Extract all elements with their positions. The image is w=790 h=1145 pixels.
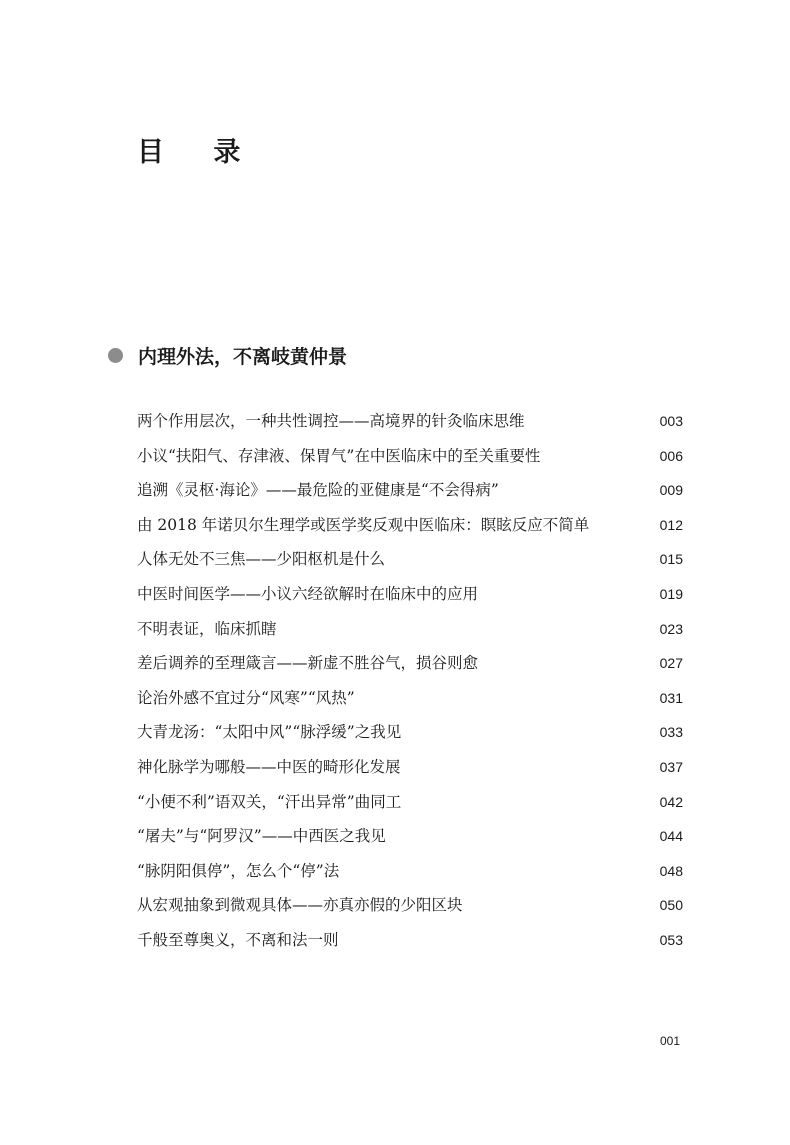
toc-entry-title: 人体无处不三焦——少阳枢机是什么 — [137, 550, 386, 569]
toc-entry[interactable] — [137, 612, 683, 647]
bullet-circle-icon — [108, 348, 123, 363]
toc-entry[interactable] — [137, 888, 683, 923]
toc-list — [137, 404, 683, 958]
toc-entry-title: 论治外感不宜过分“风寒”“风热” — [137, 688, 355, 707]
toc-entry-title: 大青龙汤：“太阳中风”“脉浮缓”之我见 — [137, 723, 402, 742]
toc-entry-page: 044 — [659, 828, 683, 845]
toc-entry-page: 023 — [659, 620, 683, 637]
toc-entry-title: 由 2018 年诺贝尔生理学或医学奖反观中医临床：瞑眩反应不简单 — [137, 515, 590, 534]
toc-entry[interactable] — [137, 681, 683, 716]
toc-entry-title: 两个作用层次，一种共性调控——高境界的针灸临床思维 — [137, 412, 525, 430]
toc-entry-page: 006 — [659, 447, 683, 464]
toc-entry[interactable] — [137, 785, 683, 820]
toc-entry-page: 019 — [659, 585, 683, 602]
section-header — [108, 341, 347, 369]
toc-entry-page: 048 — [659, 862, 683, 879]
toc-entry[interactable] — [137, 923, 683, 958]
toc-entry-title: 中医时间医学——小议六经欲解时在临床中的应用 — [137, 584, 479, 603]
toc-entry[interactable] — [137, 646, 683, 681]
toc-entry[interactable] — [137, 508, 683, 543]
toc-entry-title: “小便不利”语双关，“汗出异常”曲同工 — [137, 792, 402, 811]
toc-entry-page: 003 — [659, 413, 683, 429]
toc-entry-page: 015 — [659, 551, 683, 568]
toc-entry-title: 千般至尊奥义，不离和法一则 — [137, 930, 339, 949]
toc-entry-page: 042 — [659, 793, 683, 810]
toc-entry-page: 027 — [659, 655, 683, 672]
toc-entry-title: 小议“扶阳气、存津液、保胃气”在中医临床中的至关重要性 — [137, 446, 541, 465]
toc-entry-title: 从宏观抽象到微观具体——亦真亦假的少阳区块 — [137, 896, 463, 915]
toc-entry[interactable] — [137, 577, 683, 612]
toc-entry[interactable] — [137, 473, 683, 508]
toc-entry-page: 012 — [659, 516, 683, 533]
page-title: 目 录 — [137, 137, 261, 168]
toc-entry[interactable] — [137, 439, 683, 474]
toc-entry-title: 差后调养的至理箴言——新虚不胜谷气，损谷则愈 — [137, 654, 479, 673]
toc-entry[interactable] — [137, 715, 683, 750]
toc-entry-title: “脉阴阳俱停”，怎么个“停”法 — [137, 861, 340, 880]
toc-entry-title: 不明表证，临床抓瞎 — [137, 619, 277, 638]
toc-entry-page: 053 — [659, 931, 683, 948]
toc-entry-page: 050 — [659, 897, 683, 914]
toc-entry[interactable] — [137, 404, 683, 439]
toc-entry[interactable] — [137, 819, 683, 854]
toc-entry-title: 神化脉学为哪般——中医的畸形化发展 — [137, 757, 401, 776]
toc-entry[interactable] — [137, 542, 683, 577]
toc-entry[interactable] — [137, 854, 683, 889]
toc-entry-page: 031 — [659, 689, 683, 706]
toc-entry-page: 033 — [659, 724, 683, 741]
toc-entry-title: 追溯《灵枢·海论》——最危险的亚健康是“不会得病” — [137, 481, 499, 500]
section-title: 内理外法，不离岐黄仲景 — [138, 345, 348, 368]
page-number: 001 — [660, 1034, 681, 1048]
toc-entry-page: 009 — [659, 482, 683, 499]
toc-entry-page: 037 — [659, 758, 683, 775]
toc-entry-title: “屠夫”与“阿罗汉”——中西医之我见 — [137, 827, 386, 846]
toc-entry[interactable] — [137, 750, 683, 785]
